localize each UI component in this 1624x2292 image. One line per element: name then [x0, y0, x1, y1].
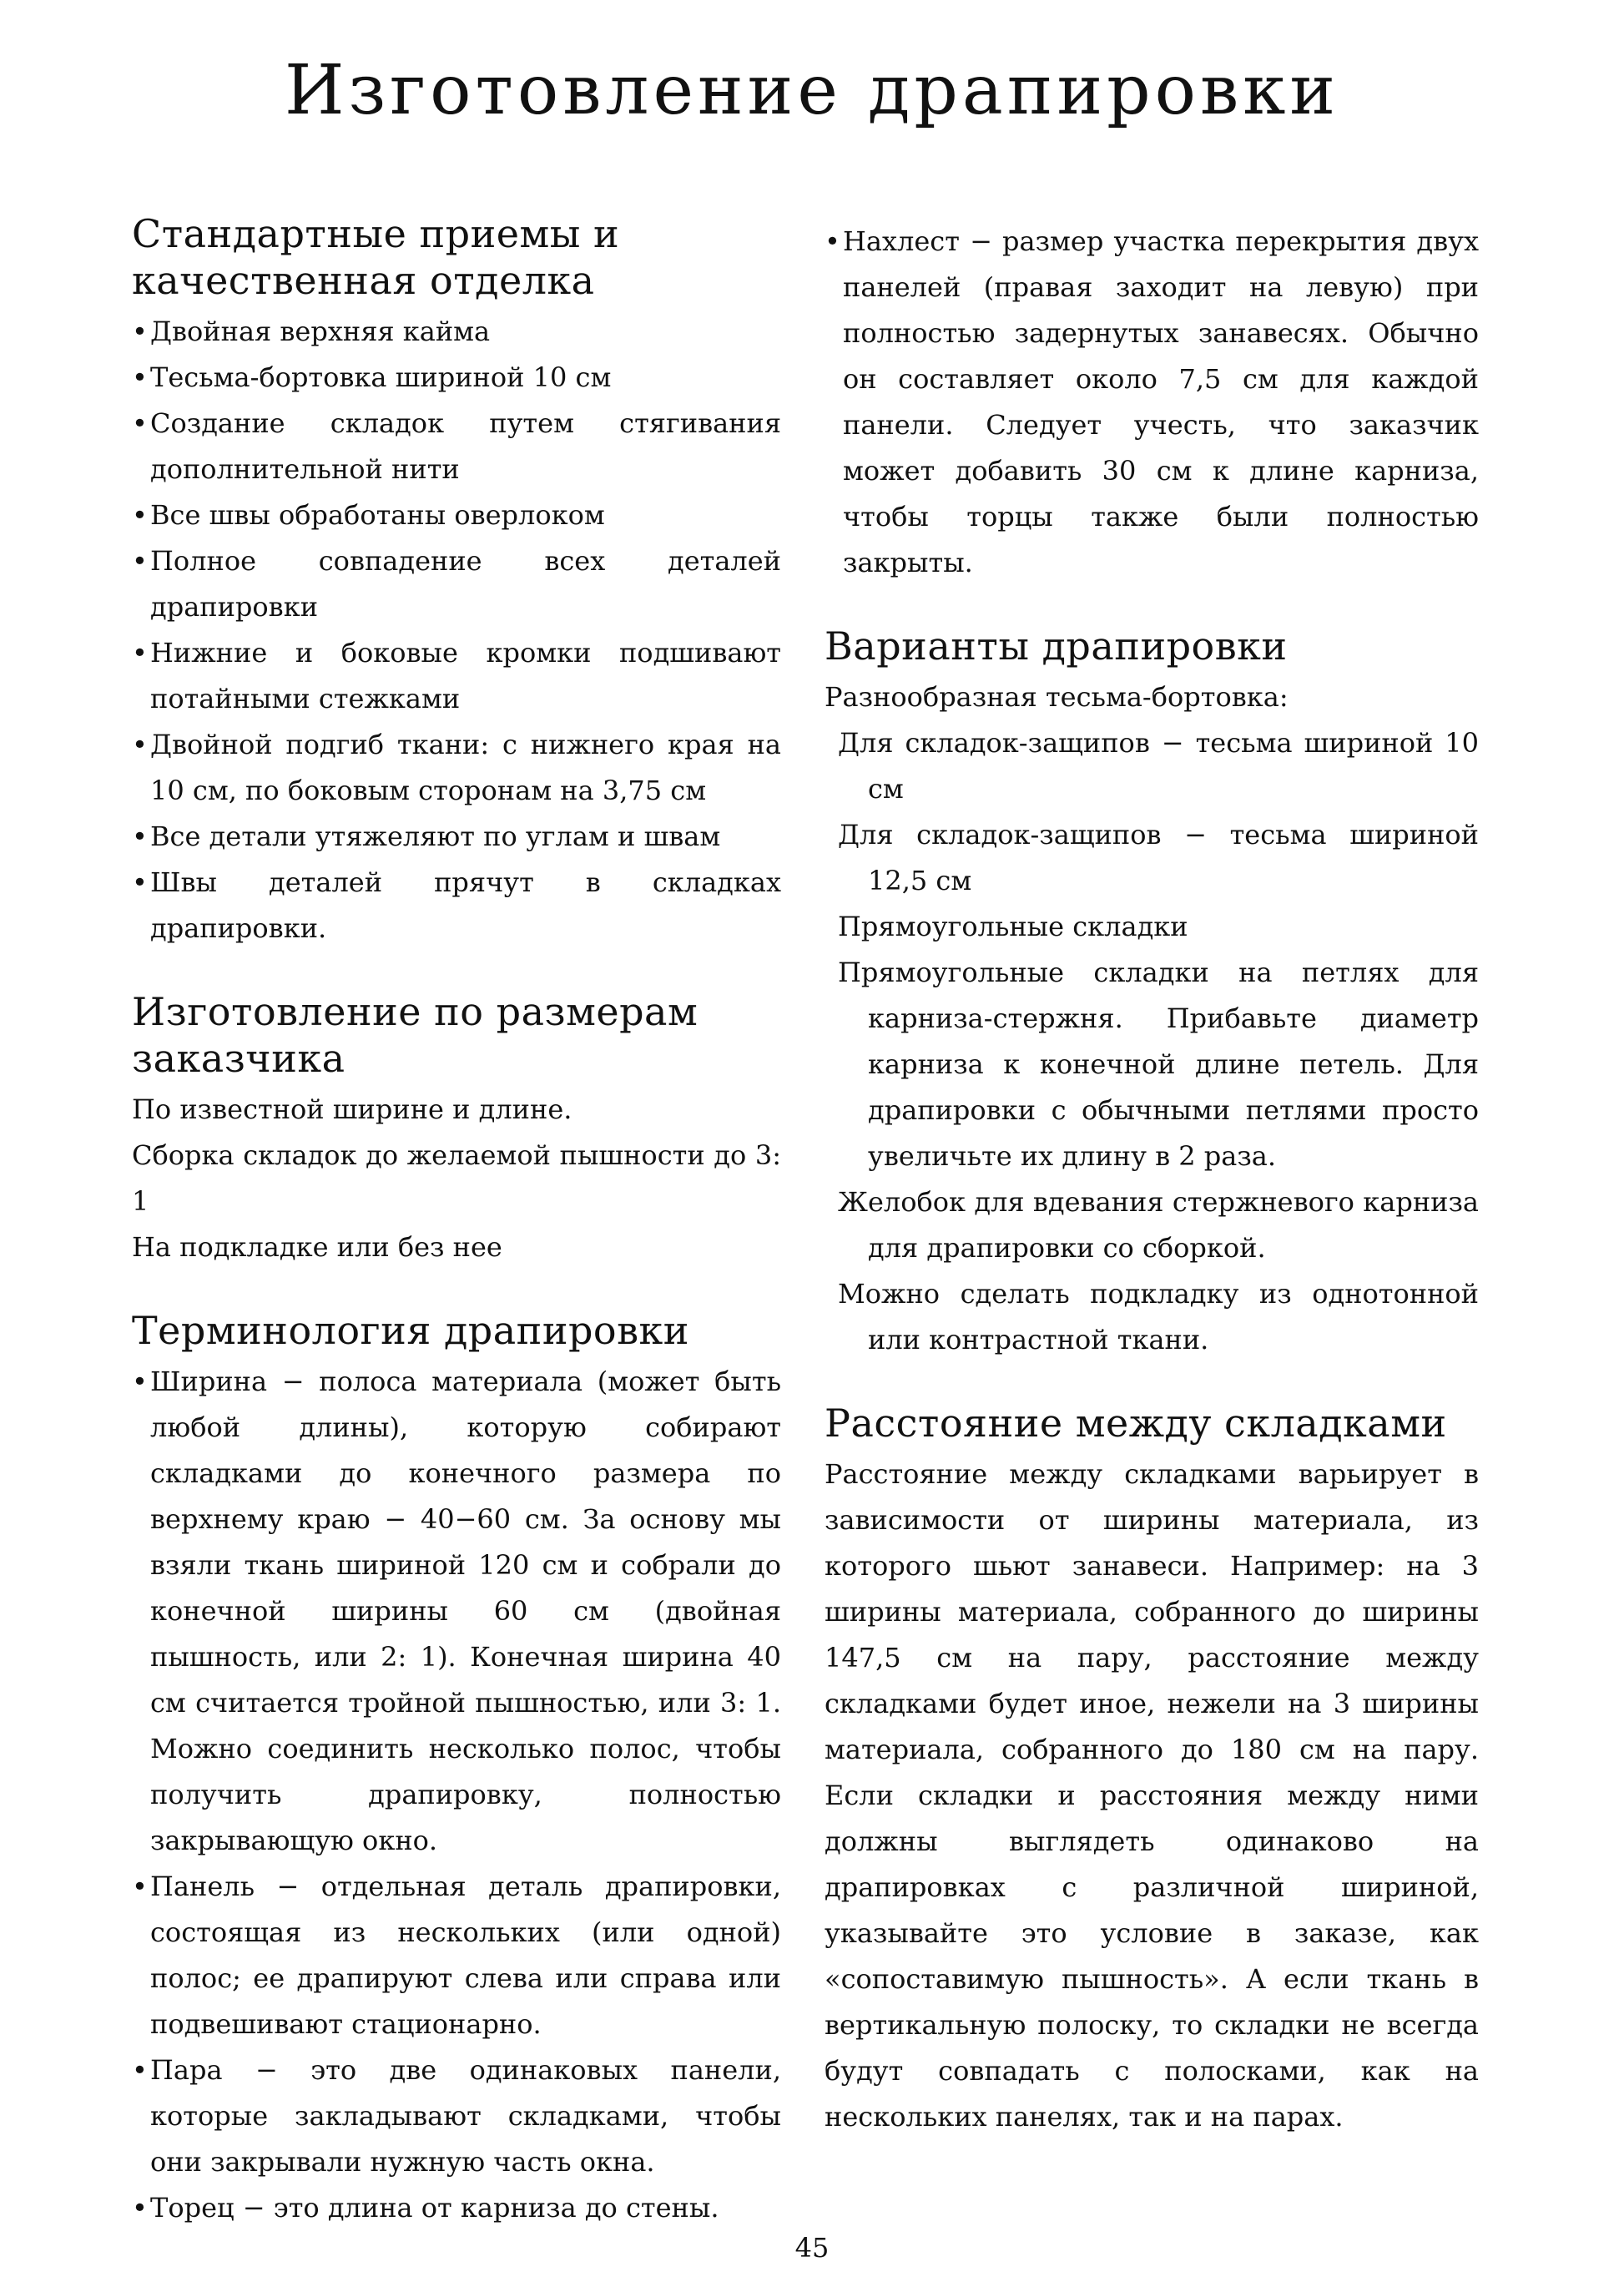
section-heading: Терминология драпировки [132, 1308, 689, 1353]
page-title: Изготовление драпировки [284, 51, 1340, 130]
list-item: Можно сделать подкладку из однотонной или контрастной ткани. [838, 1278, 1479, 1356]
section-variants [825, 623, 1479, 1363]
page-number: 45 [794, 2232, 830, 2264]
text-line: По известной ширине и длине. [132, 1093, 572, 1125]
left-column [132, 210, 781, 2268]
list-item: • Все детали утяжеляют по углам и швам [132, 814, 781, 860]
paragraph: Расстояние между складками варьирует в зависимости от ширины материала, из которого шьют занавеси. Например: на 3 ширины материала, собранного до ширины 147,5 см на пару, расстояние между складками будет иное, нежели на 3 ширины материала, собранного до 180 см на пару. Если складки и расстояния между ними должны выглядеть одинаково на драпировках с различной шириной, указывайте это условие в заказе, как «сопоставимую пышность». А если ткань в вертикальную полоску, то складки не всегда будут совпадать с полосками, как на нескольких панелях, так и на парах. [825, 1458, 1479, 2133]
section-heading: Расстояние между складками [825, 1401, 1447, 1446]
list-item: • Ширина − полоса материала (может быть любой длины), которую собирают складками до конечного размера по верхнему краю − 40−60 см. За основу мы взяли ткань шириной 120 см и собрали до конечной ширины 60 см (двойная пышность, или 2: 1). Конечная ширина 40 см считается тройной пышностью, или 3: 1. Можно соединить несколько полос, чтобы получить драпировку, полностью закрывающую окно. [132, 1359, 781, 1864]
list-item: • Тесьма-бортовка шириной 10 см [132, 355, 781, 401]
list-item: • Двойной подгиб ткани: с нижнего края на 10 см, по боковым сторонам на 3,75 см [132, 722, 781, 814]
bullet-list [132, 309, 781, 952]
list-item: Для складок-защипов − тесьма шириной 12,5 см [838, 819, 1479, 896]
list-item: • Создание складок путем стягивания дополнительной нити [132, 401, 781, 492]
section-heading: Стандартные приемы и качественная отделка [132, 211, 620, 303]
list-item: • Швы деталей прячут в складках драпировки. [132, 860, 781, 952]
section-spacing [825, 1400, 1479, 2140]
section-custom-sizes [132, 988, 781, 1270]
list-item: • Нижние и боковые кромки подшивают потайными стежками [132, 630, 781, 722]
section-standard-techniques [132, 210, 781, 952]
list-item: Прямоугольные складки на петлях для карниза-стержня. Прибавьте диаметр карниза к конечной длине петель. Для драпировки с обычными петлями просто увеличьте их длину в 2 раза. [838, 957, 1479, 1172]
list-item: Для складок-защипов − тесьма шириной 10 см [838, 727, 1479, 805]
section-terminology [132, 1307, 781, 2231]
list-item: Желобок для вдевания стержневого карниза для драпировки со сборкой. [838, 1186, 1479, 1264]
list-item: • Панель − отдельная деталь драпировки, состоящая из нескольких (или одной) полос; ее драпируют слева или справа или подвешивают стационарно. [132, 1864, 781, 2047]
bullet-list [825, 219, 1479, 586]
right-column [825, 219, 1479, 2177]
list-item: • Пара − это две одинаковых панели, которые закладывают складками, чтобы они закрывали нужную часть окна. [132, 2047, 781, 2185]
list-item: • Торец − это длина от карниза до стены. [132, 2185, 781, 2231]
list-item: Прямоугольные складки [838, 911, 1188, 942]
list-item: • Полное совпадение всех деталей драпировки [132, 538, 781, 630]
bullet-list [132, 1359, 781, 2231]
option-list [825, 720, 1479, 1363]
section-heading: Изготовление по размерам заказчика [132, 989, 699, 1081]
text-line: Сборка складок до желаемой пышности до 3: 1 [132, 1139, 781, 1217]
section-overlap [825, 219, 1479, 586]
section-heading: Варианты драпировки [825, 623, 1288, 669]
text-line: Разнообразная тесьма-бортовка: [825, 681, 1289, 713]
list-item: • Двойная верхняя кайма [132, 309, 781, 355]
list-item: • Нахлест − размер участка перекрытия двух панелей (правая заходит на левую) при полностью задернутых занавесях. Обычно он составляет около 7,5 см для каждой панели. Следует учесть, что заказчик может добавить 30 см к длине карниза, чтобы торцы также были полностью закрыты. [825, 219, 1479, 586]
text-line: На подкладке или без нее [132, 1231, 502, 1263]
list-item: • Все швы обработаны оверлоком [132, 492, 781, 538]
